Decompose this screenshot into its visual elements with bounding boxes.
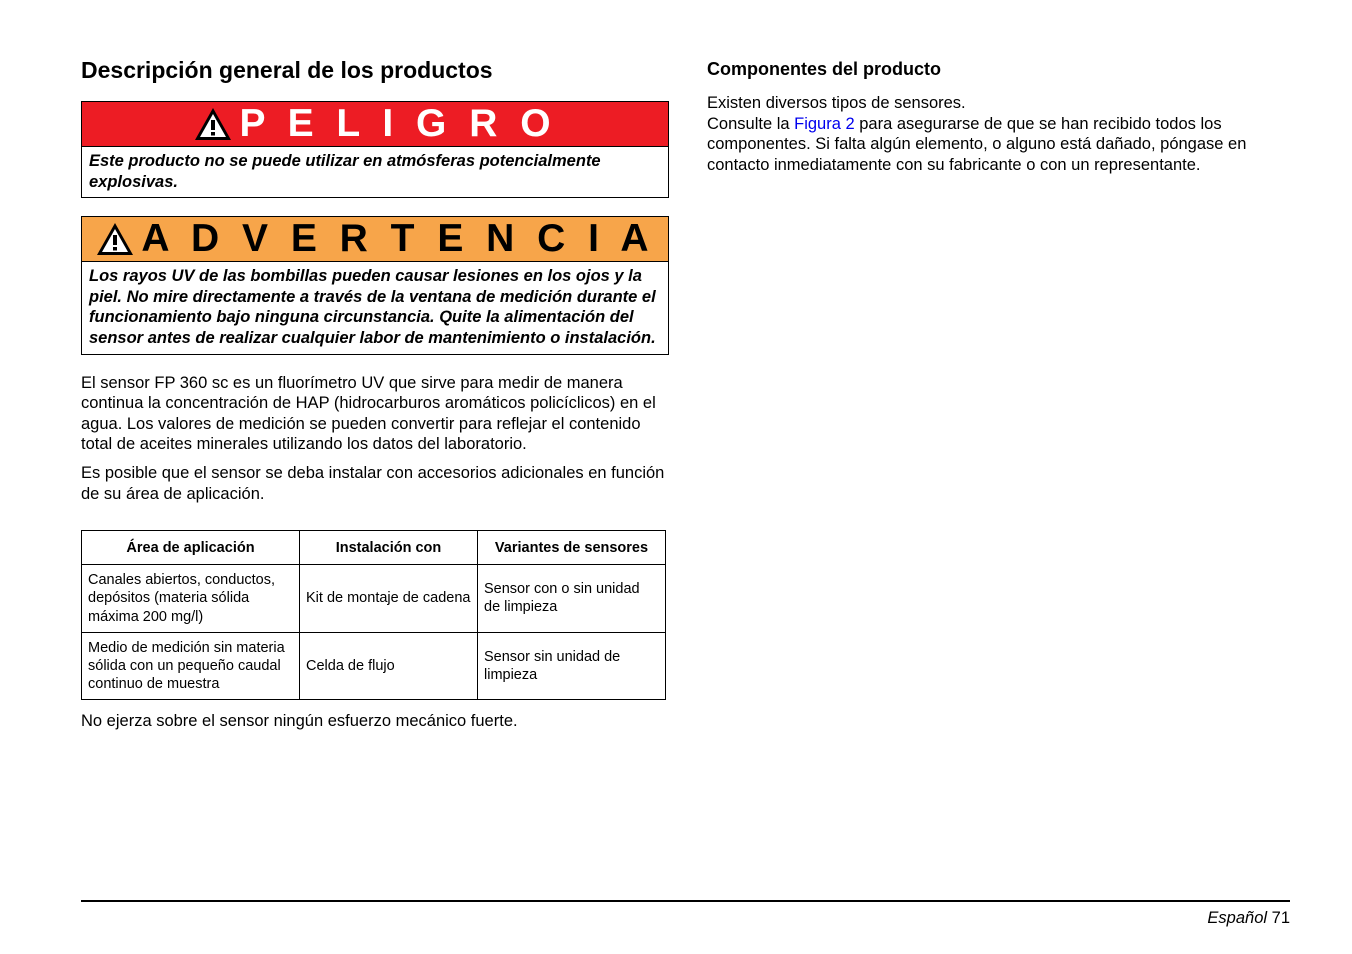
- section-title: Descripción general de los productos: [81, 57, 493, 83]
- warning-triangle-icon: [193, 106, 233, 142]
- danger-text: Este producto no se puede utilizar en atmósferas potencialmente explosivas.: [89, 152, 601, 191]
- footer-rule: [81, 900, 1290, 902]
- table-header-cell: Instalación con: [300, 531, 478, 565]
- warning-header: [82, 217, 668, 262]
- table-header-cell: Variantes de sensores: [478, 531, 666, 565]
- table-header-row: [82, 531, 666, 565]
- sensor-types-line: Existen diversos tipos de sensores.: [707, 94, 966, 112]
- warning-text: Los rayos UV de las bombillas pueden causar lesiones en los ojos y la piel. No mire directamente a través de la ventana de medición durante el funcionamiento bajo ninguna circunstancia. Quite la alimentación del sensor antes de realizar cualquier labor de mantenimiento o instalación.: [89, 267, 656, 347]
- consult-text-rest: para asegurarse de que se han recibido todos los componentes. Si falta algún elemento, o alguno está dañado, póngase en contacto inmediatamente con su fabricante o con un representante.: [707, 114, 1247, 174]
- page-footer: [1207, 908, 1290, 928]
- table-row: [82, 565, 666, 633]
- warning-signal-word: A D V E R T E N C I A: [141, 217, 655, 261]
- table-cell: Kit de montaje de cadena: [300, 565, 478, 633]
- table-cell: Medio de medición sin materia sólida con un pequeño caudal continuo de muestra: [82, 632, 300, 700]
- warning-box: [81, 216, 669, 354]
- consult-text: Consulte la: [707, 114, 795, 133]
- table-cell: Sensor sin unidad de limpieza: [478, 632, 666, 700]
- subsection-title: Componentes del producto: [707, 59, 941, 79]
- danger-box: [81, 101, 669, 198]
- table-cell: Sensor con o sin unidad de limpieza: [478, 565, 666, 633]
- description-paragraph: El sensor FP 360 sc es un fluorímetro UV que sirve para medir de manera continua la concentración de HAP (hidrocarburos aromáticos policíclicos) en el agua. Los valores de medición se pueden convertir para reflejar el contenido total de aceites minerales utilizando los datos del laboratorio.: [81, 373, 656, 454]
- right-column: [707, 58, 1287, 175]
- figure-link[interactable]: Figura 2: [794, 114, 855, 133]
- table-cell: Canales abiertos, conductos, depósitos (materia sólida máxima 200 mg/l): [82, 565, 300, 633]
- application-table: [81, 530, 666, 700]
- table-cell: Celda de flujo: [300, 632, 478, 700]
- components-paragraph: [707, 93, 1287, 175]
- caution-paragraph: No ejerza sobre el sensor ningún esfuerzo mecánico fuerte.: [81, 712, 518, 731]
- table-header-cell: Área de aplicación: [82, 531, 300, 565]
- accessories-paragraph: Es posible que el sensor se deba instalar con accesorios adicionales en función de su área de aplicación.: [81, 463, 665, 503]
- left-column: [81, 56, 669, 740]
- table-row: [82, 632, 666, 700]
- warning-triangle-icon: [95, 221, 135, 257]
- page-number: 71: [1271, 909, 1290, 927]
- danger-signal-word: P E L I G R O: [239, 102, 557, 145]
- danger-header: [82, 102, 668, 147]
- footer-language: Español: [1207, 909, 1268, 927]
